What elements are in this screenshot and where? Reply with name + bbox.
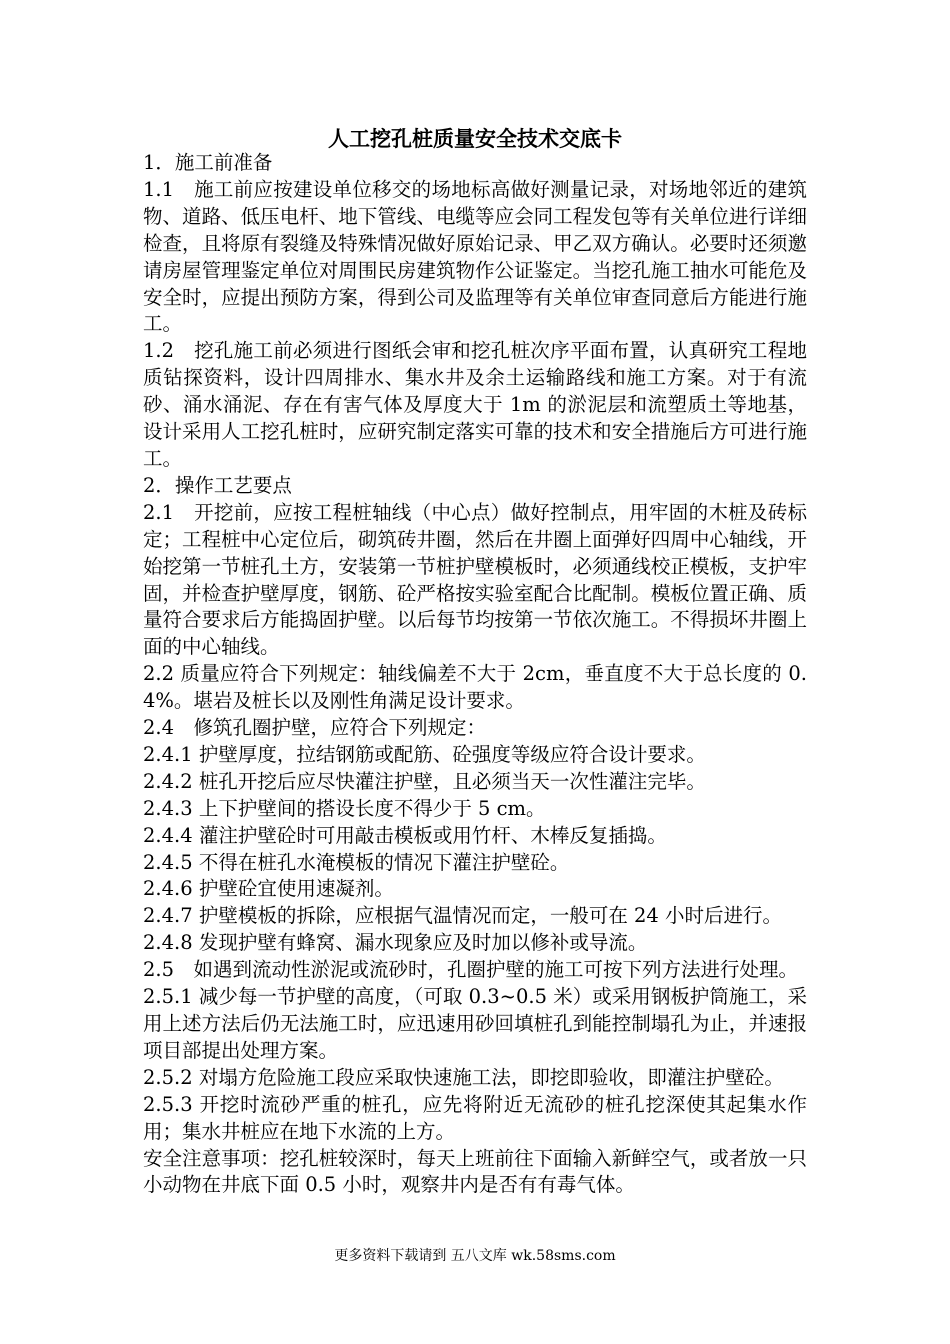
paragraph-2-4-4: 2.4.4 灌注护壁砼时可用敲击模板或用竹杆、木棒反复插捣。 <box>143 823 667 847</box>
page-footer: 更多资料下载请到 五八文库 wk.58sms.com <box>334 1248 616 1264</box>
paragraph-2-4-5: 2.4.5 不得在桩孔水淹模板的情况下灌注护壁砼。 <box>143 850 570 874</box>
paragraph-2-5: 2.5 如遇到流动性淤泥或流砂时，孔圈护壁的施工可按下列方法进行处理。 <box>143 958 799 982</box>
paragraph-2-4-3: 2.4.3 上下护壁间的搭设长度不得少于 5 cm。 <box>143 796 546 820</box>
safety-notes: 安全注意事项：挖孔桩较深时，每天上班前往下面输入新鲜空气，或者放一只小动物在井底下面 0.5 小时，观察井内是否有有毒气体。 <box>143 1146 807 1197</box>
paragraph-2-4-6: 2.4.6 护壁砼宜使用速凝剂。 <box>143 877 394 901</box>
paragraph-2-4-1: 2.4.1 护壁厚度，拉结钢筋或配筋、砼强度等级应符合设计要求。 <box>143 742 706 766</box>
paragraph-2-2: 2.2 质量应符合下列规定：轴线偏差不大于 2cm，垂直度不大于总长度的 0.4%。堪岩及桩长以及刚性角满足设计要求。 <box>143 662 807 713</box>
paragraph-2-5-2: 2.5.2 对塌方危险施工段应采取快速施工法，即挖即验收，即灌注护壁砼。 <box>143 1065 784 1089</box>
paragraph-2-5-3: 2.5.3 开挖时流砂严重的桩孔，应先将附近无流砂的桩孔挖深使其起集水作用；集水井桩应在地下水流的上方。 <box>143 1092 807 1143</box>
section-heading-1: 1．施工前准备 <box>143 151 273 174</box>
paragraph-2-4-7: 2.4.7 护壁模板的拆除，应根据气温情况而定，一般可在 24 小时后进行。 <box>143 904 783 928</box>
paragraph-2-1: 2.1 开挖前，应按工程桩轴线（中心点）做好控制点，用牢固的木桩及砖标定；工程桩中心定位后，砌筑砖井圈，然后在井圈上面弹好四周中心轴线，开始挖第一节桩孔土方，安装第一节桩护壁模板时，必须通线校正模板，支护牢固，并检查护壁厚度，钢筋、砼严格按实验室配合比配制。模板位置正确、质量符合要求后方能捣固护壁。以后每节均按第一节依次施工。不得损坏井圈上面的中心轴线。 <box>143 500 807 659</box>
paragraph-1-2: 1.2 挖孔施工前必须进行图纸会审和挖孔桩次序平面布置，认真研究工程地质钻探资料，设计四周排水、集水井及余土运输路线和施工方案。对于有流砂、涌水涌泥、存在有害气体及厚度大于 1m 的淤泥层和流塑质土等地基，设计采用人工挖孔桩时，应研究制定落实可靠的技术和安全措施后方可进行施工。 <box>143 339 807 470</box>
paragraph-2-4: 2.4 修筑孔圈护壁，应符合下列规定： <box>143 716 487 740</box>
paragraph-1-1: 1.1 施工前应按建设单位移交的场地标高做好测量记录，对场地邻近的建筑物、道路、低压电杆、地下管线、电缆等应会同工程发包等有关单位进行详细检查，且将原有裂缝及特殊情况做好原始记录、甲乙双方确认。必要时还须邀请房屋管理鉴定单位对周围民房建筑物作公证鉴定。当挖孔施工抽水可能危及安全时，应提出预防方案，得到公司及监理等有关单位审查同意后方能进行施工。 <box>143 177 807 336</box>
paragraph-2-5-1: 2.5.1 减少每一节护壁的高度，（可取 0.3~0.5 米）或采用钢板护筒施工，采用上述方法后仍无法施工时，应迅速用砂回填桩孔到能控制塌孔为止，并速报项目部提出处理方案。 <box>143 985 807 1062</box>
paragraph-2-4-8: 2.4.8 发现护壁有蜂窝、漏水现象应及时加以修补或导流。 <box>143 931 648 955</box>
document-body <box>143 150 807 1199</box>
paragraph-2-4-2: 2.4.2 桩孔开挖后应尽快灌注护壁，且必须当天一次性灌注完毕。 <box>143 769 706 793</box>
document-title: 人工挖孔桩质量安全技术交底卡 <box>328 126 622 151</box>
section-heading-2: 2．操作工艺要点 <box>143 473 292 497</box>
